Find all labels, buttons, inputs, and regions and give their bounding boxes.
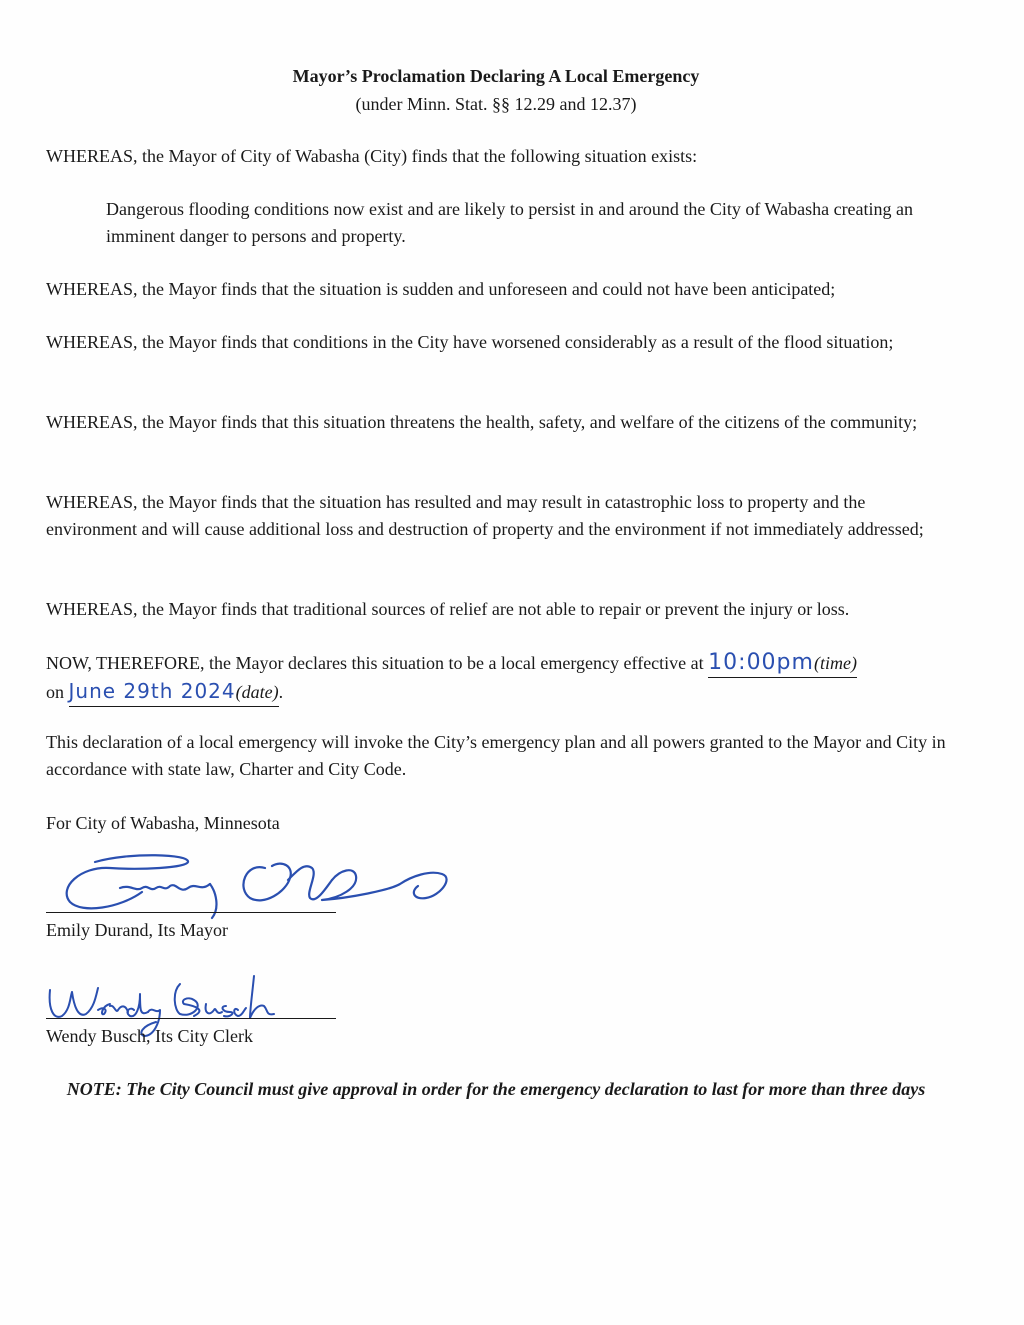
document-title: Mayor’s Proclamation Declaring A Local Emergency <box>292 66 700 86</box>
whereas-sudden: WHEREAS, the Mayor finds that the situation is sudden and unforeseen and could not have been anticipated; <box>46 279 836 299</box>
mayor-signature <box>50 848 470 920</box>
on-word: on <box>46 682 64 702</box>
date-label: (date) <box>235 682 279 702</box>
date-handwritten: June 29th 2024 <box>68 679 236 703</box>
whereas-situation: WHEREAS, the Mayor of City of Wabasha (City) finds that the following situation exists: <box>46 146 698 166</box>
for-city-line: For City of Wabasha, Minnesota <box>46 813 280 833</box>
whereas-worsened: WHEREAS, the Mayor finds that conditions in the City have worsened considerably as a result of the flood situation; <box>46 332 894 352</box>
time-field <box>708 649 857 678</box>
mayor-name: Emily Durand, Its Mayor <box>46 920 228 940</box>
whereas-relief: WHEREAS, the Mayor finds that traditional sources of relief are not able to repair or prevent the injury or loss. <box>46 599 850 619</box>
whereas-threatens: WHEREAS, the Mayor finds that this situation threatens the health, safety, and welfare of the citizens of the community; <box>46 412 918 432</box>
clerk-name: Wendy Busch, Its City Clerk <box>46 1026 254 1046</box>
mayor-signature-line <box>46 912 336 913</box>
document-subtitle: (under Minn. Stat. §§ 12.29 and 12.37) <box>355 94 637 114</box>
whereas-catastrophic: WHEREAS, the Mayor finds that the situation has resulted and may result in catastrophic loss to property and the environment and will cause additional loss and destruction of property and the environment if not immediately addressed; <box>46 492 924 539</box>
time-label: (time) <box>813 653 857 673</box>
date-field <box>69 678 279 707</box>
council-approval-note: NOTE: The City Council must give approval in order for the emergency declaration to last for more than three days <box>66 1079 926 1099</box>
invoke-plan-paragraph: This declaration of a local emergency will invoke the City’s emergency plan and all powers granted to the Mayor and City in accordance with state law, Charter and City Code. <box>46 732 946 779</box>
clerk-signature-line <box>46 1018 336 1019</box>
situation-description: Dangerous flooding conditions now exist and are likely to persist in and around the City of Wabasha creating an imminent danger to persons and property. <box>106 199 914 246</box>
now-therefore-text: NOW, THEREFORE, the Mayor declares this situation to be a local emergency effective at <box>46 653 704 673</box>
time-handwritten: 10:00pm <box>708 650 814 675</box>
now-therefore-paragraph <box>46 649 946 707</box>
period: . <box>278 682 284 702</box>
